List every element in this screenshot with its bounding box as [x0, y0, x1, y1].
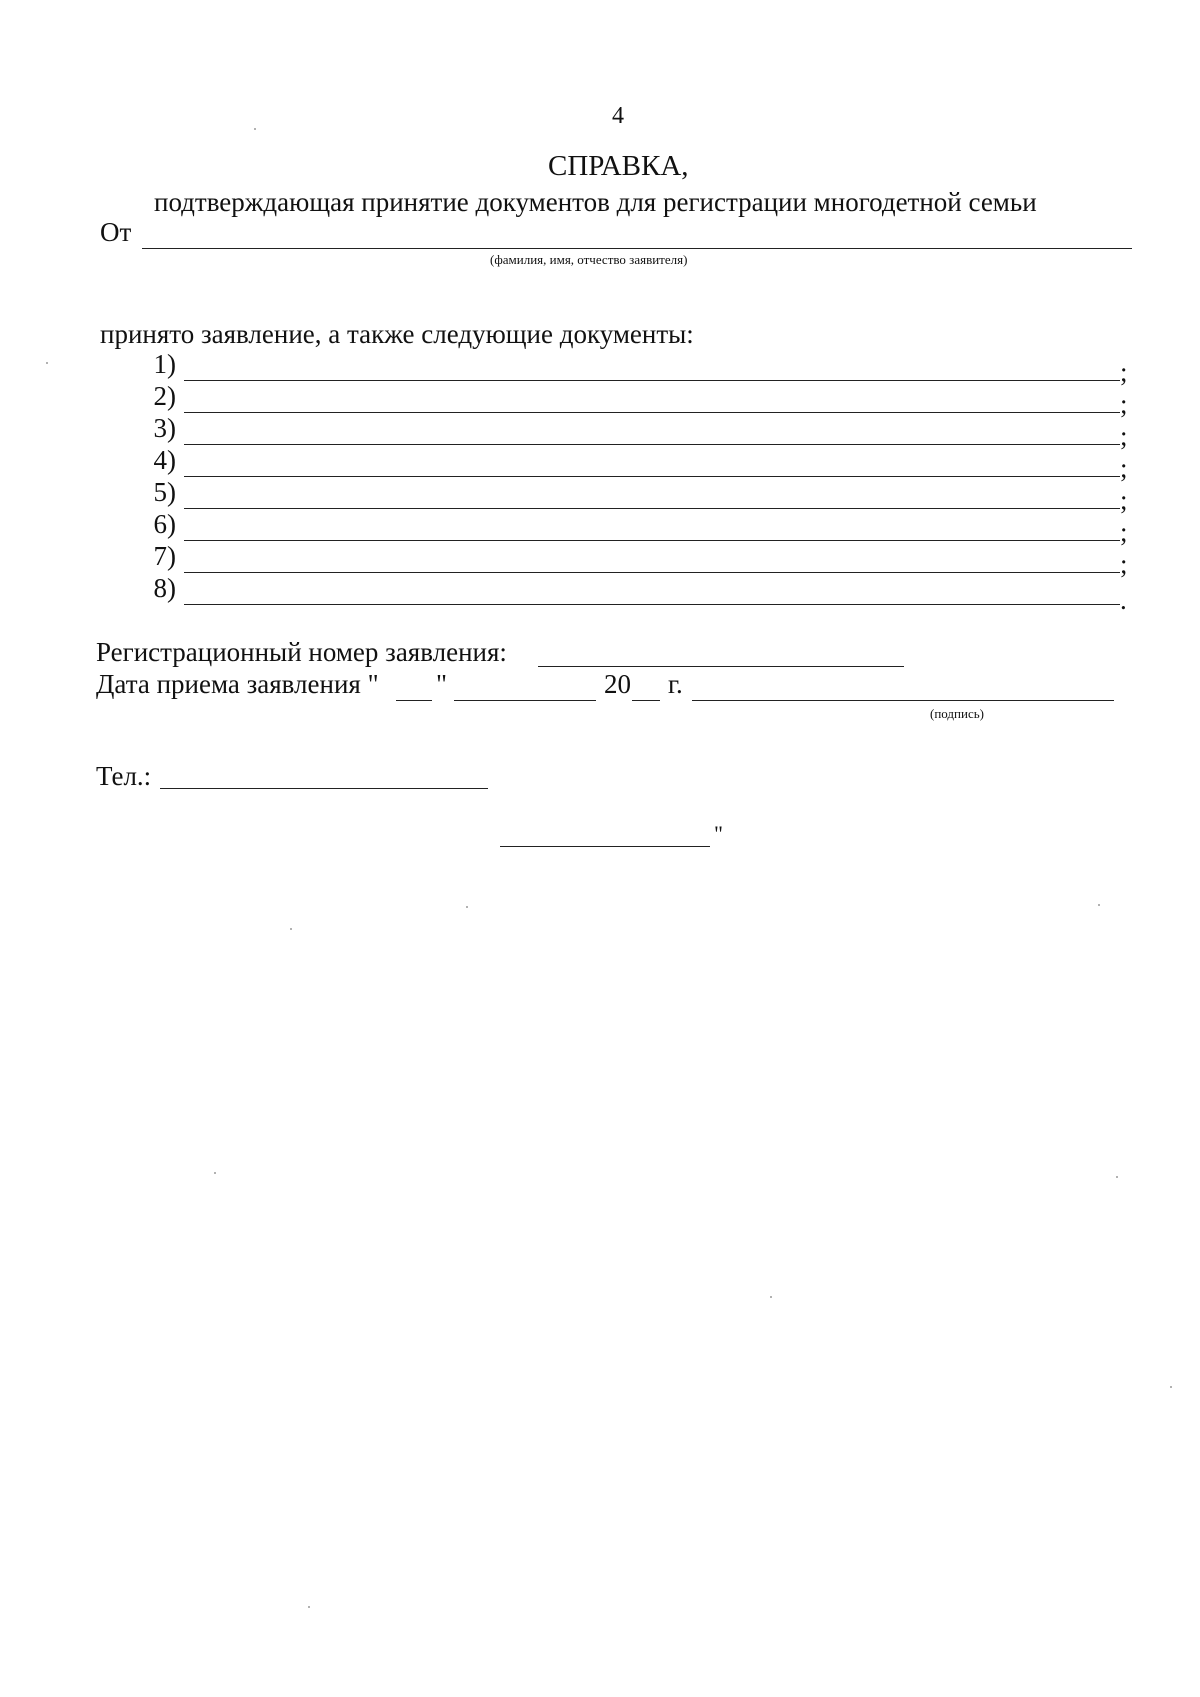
- document-item-end: ;: [1120, 517, 1128, 547]
- scan-speck: [770, 1296, 772, 1298]
- document-item-number: 4): [153, 445, 176, 475]
- document-title: СПРАВКА,: [548, 150, 689, 182]
- document-item-end: ;: [1120, 549, 1128, 579]
- year-prefix: 20: [604, 669, 631, 699]
- year-suffix: г.: [668, 669, 683, 699]
- document-item-end: .: [1120, 585, 1127, 615]
- scan-speck: [214, 1172, 216, 1174]
- from-label: От: [100, 217, 132, 247]
- accepted-documents-text: принято заявление, а также следующие документы:: [100, 319, 694, 349]
- document-item-field[interactable]: [184, 508, 1120, 509]
- document-item-number: 7): [153, 541, 176, 571]
- phone-label: Тел.:: [96, 761, 152, 791]
- scan-speck: [1116, 1176, 1118, 1178]
- phone-field[interactable]: [160, 788, 488, 789]
- document-item-field[interactable]: [184, 572, 1120, 573]
- document-item-field[interactable]: [184, 444, 1120, 445]
- scan-speck: [254, 128, 256, 130]
- scan-speck: [290, 928, 292, 930]
- applicant-name-field[interactable]: [142, 248, 1132, 249]
- date-month-field[interactable]: [454, 700, 596, 701]
- document-item-number: 2): [153, 381, 176, 411]
- date-quote-close: ": [436, 669, 448, 699]
- scan-speck: [466, 906, 468, 908]
- registration-number-label: Регистрационный номер заявления:: [96, 637, 507, 667]
- applicant-name-caption: (фамилия, имя, отчество заявителя): [490, 252, 688, 267]
- document-item-number: 1): [153, 349, 176, 379]
- page-number: 4: [612, 103, 624, 129]
- document-item-number: 8): [153, 573, 176, 603]
- scan-speck: [1170, 1386, 1172, 1388]
- date-label: Дата приема заявления ": [96, 669, 379, 699]
- document-item-end: ;: [1120, 389, 1128, 419]
- document-item-number: 6): [153, 509, 176, 539]
- registration-number-field[interactable]: [538, 666, 904, 667]
- document-item-field[interactable]: [184, 380, 1120, 381]
- document-subtitle: подтверждающая принятие документов для регистрации многодетной семьи: [154, 187, 1037, 217]
- date-day-field[interactable]: [396, 700, 432, 701]
- document-item-end: ;: [1120, 357, 1128, 387]
- date-year-field[interactable]: [632, 700, 660, 701]
- bottom-quote: ": [714, 821, 723, 846]
- document-item-field[interactable]: [184, 412, 1120, 413]
- document-item-field[interactable]: [184, 540, 1120, 541]
- document-item-end: ;: [1120, 421, 1128, 451]
- signature-field[interactable]: [692, 700, 1114, 701]
- document-item-end: ;: [1120, 453, 1128, 483]
- scan-speck: [1098, 904, 1100, 906]
- scan-speck: [46, 362, 48, 364]
- document-item-field[interactable]: [184, 476, 1120, 477]
- bottom-field[interactable]: [500, 846, 710, 847]
- scan-speck: [308, 1606, 310, 1608]
- document-item-field[interactable]: [184, 604, 1120, 605]
- document-item-end: ;: [1120, 485, 1128, 515]
- signature-caption: (подпись): [930, 706, 984, 721]
- document-item-number: 3): [153, 413, 176, 443]
- document-item-number: 5): [153, 477, 176, 507]
